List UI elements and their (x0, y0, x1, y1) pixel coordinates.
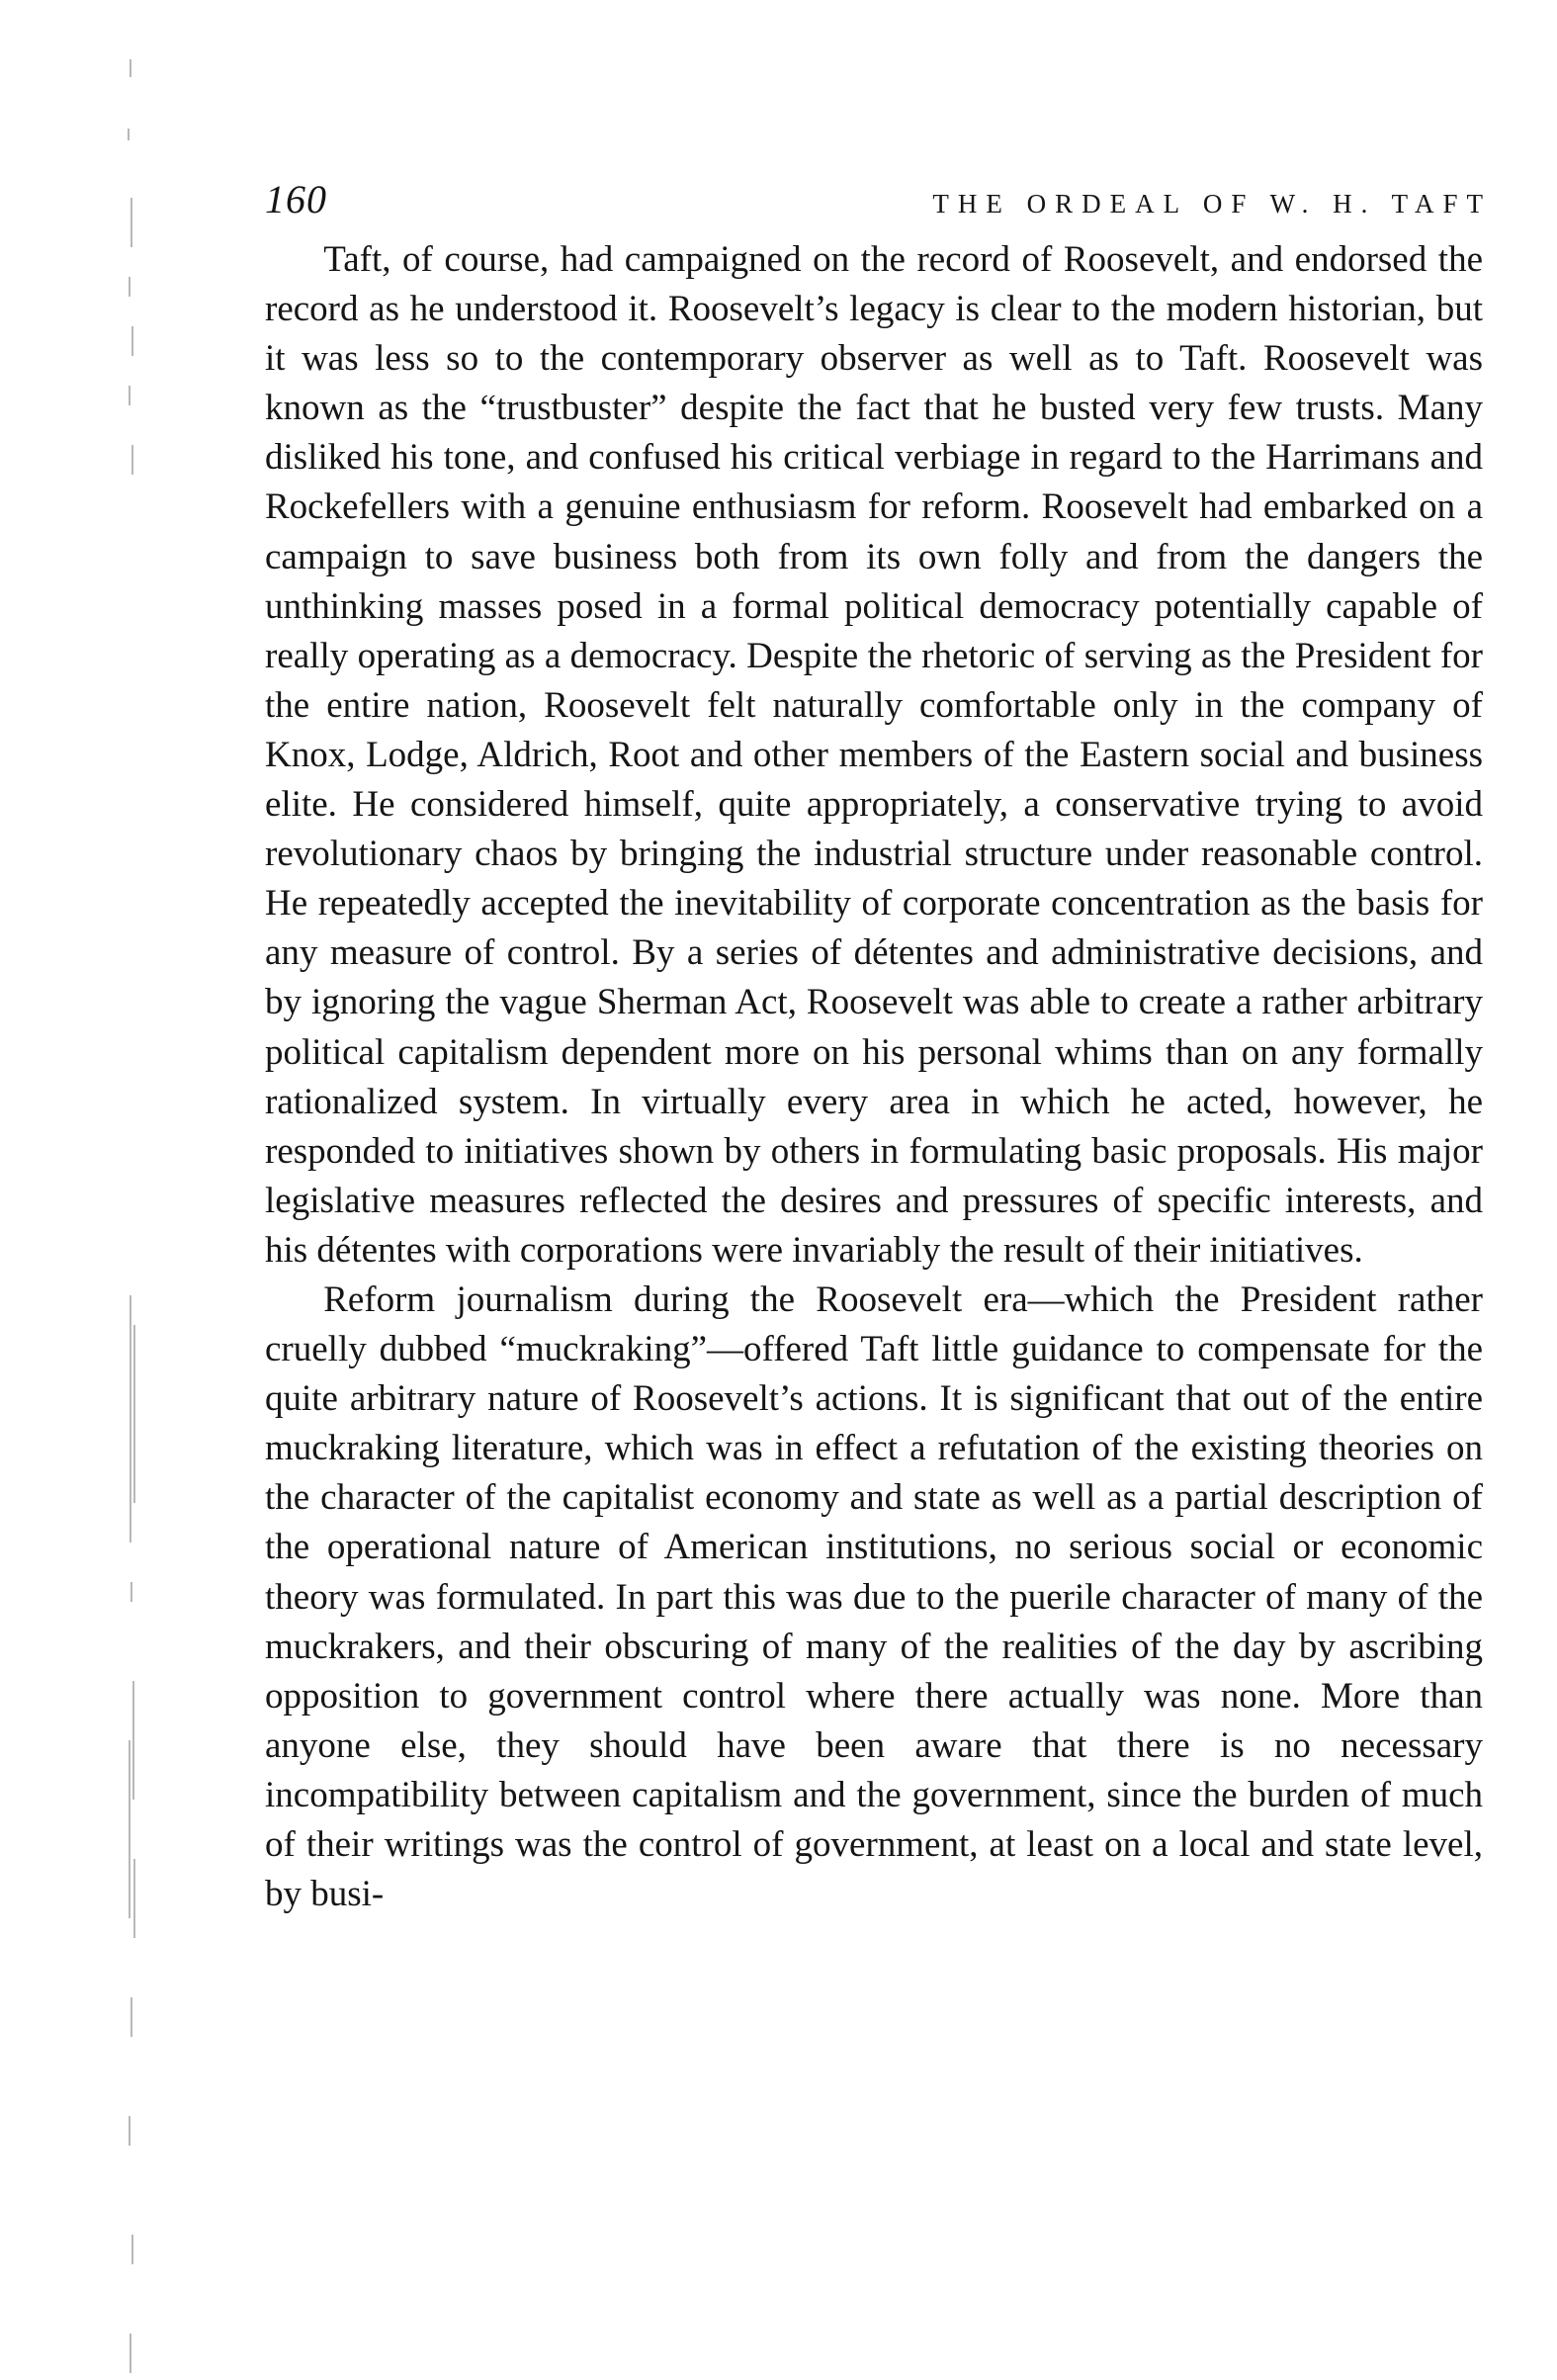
scan-edge-marks (127, 59, 146, 2373)
paragraph: Reform journalism during the Roosevelt era—which the President rather cruelly dubbed “muckraking”—offered Taft little guidance to compensate for the quite arbitrary nature of Roosevelt’s actions. It is significant that out of the entire muckraking literature, which was in effect a refutation of the existing theories on the character of the capitalist economy and state as well as a partial description of the operational nature of American institutions, no serious social or economic theory was formulated. In part this was due to the puerile character of many of the muckrakers, and their obscuring of many of the realities of the day by ascribing opposition to government control where there actually was none. More than anyone else, they should have been aware that there is no necessary incompatibility between capitalism and the government, since the burden of much of their writings was the control of government, at least on a local and state level, by busi- (265, 1278, 1483, 1915)
book-page (265, 176, 1492, 1919)
running-title: THE ORDEAL OF W. H. TAFT (932, 189, 1492, 219)
page-number: 160 (265, 177, 327, 221)
paragraph: Taft, of course, had campaigned on the record of Roosevelt, and endorsed the record as he understood it. Roosevelt’s legacy is clear to the modern historian, but it was less so to the contemporary observer as well as to Taft. Roosevelt was known as the “trustbuster” despite the fact that he busted very few trusts. Many disliked his tone, and confused his critical verbiage in regard to the Harrimans and Rockefellers with a genuine enthusiasm for reform. Roosevelt had embarked on a campaign to save business both from its own folly and from the dangers the unthinking masses posed in a formal political democracy potentially capable of really operating as a democracy. Despite the rhetoric of serving as the President for the entire nation, Roosevelt felt naturally comfortable only in the company of Knox, Lodge, Aldrich, Root and other members of the Eastern social and business elite. He considered himself, quite appropriately, a conservative trying to avoid revolutionary chaos by bringing the industrial structure under reasonable control. He repeatedly accepted the inevitability of corporate concentration as the basis for any measure of control. By a series of détentes and administrative decisions, and by ignoring the vague Sherman Act, Roosevelt was able to create a rather arbitrary political capitalism dependent more on his personal whims than on any formally rationalized system. In virtually every area in which he acted, however, he responded to initiatives shown by others in formulating basic proposals. His major legislative measures reflected the desires and pressures of specific interests, and his détentes with corporations were invariably the result of their initiatives. (265, 239, 1483, 1271)
running-head (265, 176, 1492, 225)
